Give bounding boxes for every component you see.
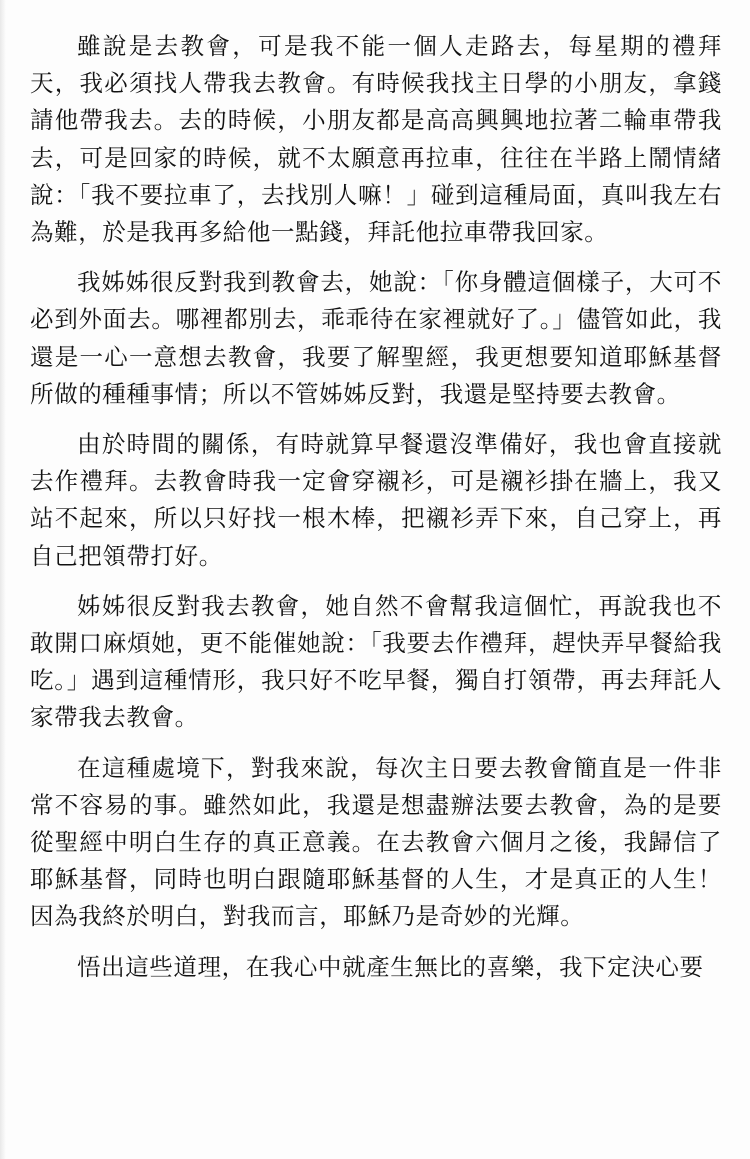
paragraph-getting-dressed: 由於時間的關係，有時就算早餐還沒準備好，我也會直接就去作禮拜。去教會時我一定會穿襯衫，可是襯衫掛在牆上，我又站不起來，所以只好找一根木棒，把襯衫弄下來，自己穿上，再自己把領帶打好。: [30, 430, 722, 570]
paragraph-no-breakfast: 姊姊很反對我去教會，她自然不會幫我這個忙，再說我也不敢開口麻煩她，更不能催她說：「我要去作禮拜，趕快弄早餐給我吃。」遇到這種情形，我只好不吃早餐，獨自打領帶，再去拜託人家帶我去教會。: [30, 591, 722, 732]
paragraph-sister-opposition: 我姊姊很反對我到教會去，她說：「你身體這個樣子，大可不必到外面去。哪裡都別去，乖乖待在家裡就好了。」儘管如此，我還是一心一意想去教會，我要了解聖經，我更想要知道耶穌基督所做的種種事情；所以不管姊姊反對，我還是堅持要去教會。: [30, 268, 722, 408]
paragraph-conversion: 在這種處境下，對我來說，每次主日要去教會簡直是一件非常不容易的事。雖然如此，我還是想盡辦法要去教會，為的是要從聖經中明白生存的真正意義。在去教會六個月之後，我歸信了耶穌基督，同時也明白跟隨耶穌基督的人生，才是真正的人生！因為我終於明白，對我而言，耶穌乃是奇妙的光輝。: [30, 753, 722, 931]
scan-shadow-edge: [0, 0, 6, 1159]
body-text: [30, 28, 722, 986]
paragraph-joy-continued: 悟出這些道理，在我心中就產生無比的喜樂，我下定決心要: [77, 952, 704, 981]
paragraph-church-transport: 雖說是去教會，可是我不能一個人走路去，每星期的禮拜天，我必須找人帶我去教會。有時候我找主日學的小朋友，拿錢請他帶我去。去的時候，小朋友都是高高興興地拉著二輪車帶我去，可是回家的時候，就不太願意再拉車，往往在半路上鬧情緒說：「我不要拉車了，去找別人嘛！」碰到這種局面，真叫我左右為難，於是我再多給他一點錢，拜託他拉車帶我回家。: [30, 32, 722, 247]
